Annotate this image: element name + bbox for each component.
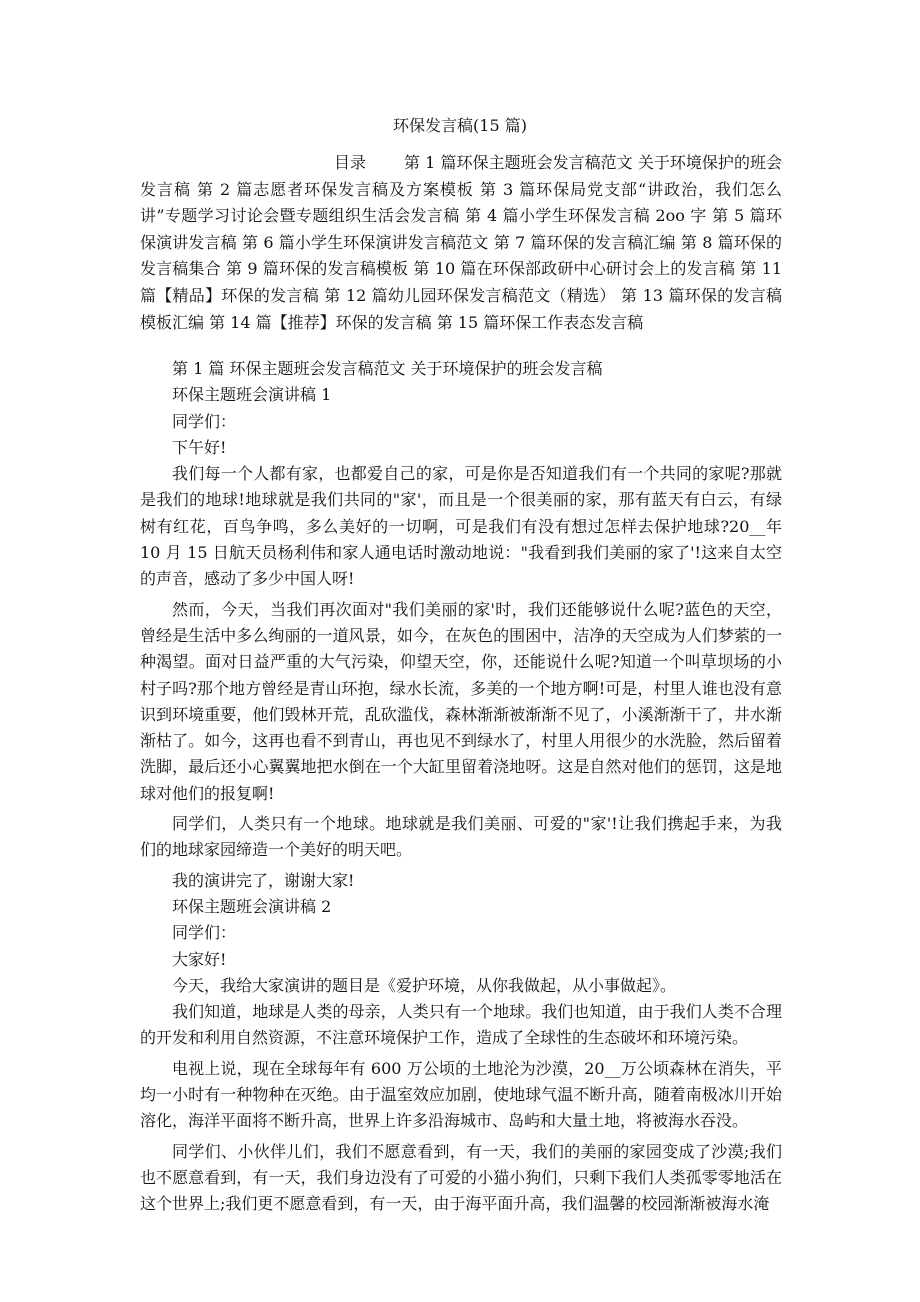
paragraph: 今天，我给大家演讲的题目是《爱护环境，从你我做起，从小事做起》。 xyxy=(172,975,677,995)
greeting: 下午好! xyxy=(172,437,227,457)
paragraph: 电视上说，现在全球每年有 600 万公顷的土地沦为沙漠，20__万公顷森林在消失，平均一小时有一种物种在灭绝。由于温室效应加剧，使地球气温不断升高，随着南极冰川开始溶化，海洋平面将不断升高，世界上许多沿海城市、岛屿和大量土地，将被海水吞没。 xyxy=(140,1058,782,1131)
paragraph: 我们每一个人都有家，也都爱自己的家，可是你是否知道我们有一个共同的家呢?那就是我们的地球!地球就是我们共同的"家'，而且是一个很美丽的家，那有蓝天有白云，有绿树有红花，百鸟争鸣，多么美好的一切啊，可是我们有没有想过怎样去保护地球?20__年 10 月 15 日航天员杨利伟和家人通电话时激动地说："我看到我们美丽的家了'!这来自太空的声音，感动了多少中国人呀! xyxy=(140,464,782,589)
toc-label: 目录 xyxy=(334,153,367,172)
paragraph: 同学们，人类只有一个地球。地球就是我们美丽、可爱的"家'!让我们携起手来，为我们的地球家园缔造一个美好的明天吧。 xyxy=(140,814,782,860)
closing: 我的演讲完了，谢谢大家! xyxy=(172,870,355,890)
document-title: 环保发言稿(15 篇) xyxy=(393,116,527,135)
speech-title: 环保主题班会演讲稿 2 xyxy=(172,896,332,916)
table-of-contents xyxy=(140,150,782,336)
section-heading: 第 1 篇 环保主题班会发言稿范文 关于环境保护的班会发言稿 xyxy=(172,359,603,378)
greeting: 大家好! xyxy=(172,949,227,969)
speech-title: 环保主题班会演讲稿 1 xyxy=(172,385,332,405)
paragraph: 然而，今天，当我们再次面对"我们美丽的家'时，我们还能够说什么呢?蓝色的天空，曾经是生活中多么绚丽的一道风景，如今，在灰色的围困中，洁净的天空成为人们梦萦的一种渴望。面对日益严重的大气污染，仰望天空，你，还能说什么呢?知道一个叫草坝场的小村子吗?那个地方曾经是青山环抱，绿水长流，多美的一个地方啊!可是，村里人谁也没有意识到环境重要，他们毁林开荒，乱砍滥伐，森林渐渐被渐渐不见了，小溪渐渐干了，井水渐渐枯了。如今，这再也看不到青山，再也见不到绿水了，村里人用很少的水洗脸，然后留着洗脚，最后还小心翼翼地把水倒在一个大缸里留着浇地呀。这是自然对他们的惩罚，这是地球对他们的报复啊! xyxy=(140,599,782,803)
salutation: 同学们： xyxy=(172,923,237,943)
document-body xyxy=(140,356,782,1218)
paragraph: 同学们、小伙伴儿们，我们不愿意看到，有一天，我们的美丽的家园变成了沙漠;我们也不愿意看到，有一天，我们身边没有了可爱的小猫小狗们，只剩下我们人类孤零零地活在这个世界上;我们更不愿意看到，有一天，由于海平面升高，我们温馨的校园渐渐被海水淹 xyxy=(140,1141,782,1214)
toc-text: 第 1 篇环保主题班会发言稿范文 关于环境保护的班会发言稿 第 2 篇志愿者环保发言稿及方案模板 第 3 篇环保局党支部“讲政治，我们怎么讲”专题学习讨论会暨专题组织生活会发言稿 第 4 篇小学生环保发言稿 2oo 字 第 5 篇环保演讲发言稿 第 6 篇小学生环保演讲发言稿范文 第 7 篇环保的发言稿汇编 第 8 篇环保的发言稿集合 第 9 篇环保的发言稿模板 第 10 篇在环保部政研中心研讨会上的发言稿 第 11 篇【精品】环保的发言稿 第 12 篇幼儿园环保发言稿范文（精选） 第 13 篇环保的发言稿模板汇编 第 14 篇【推荐】环保的发言稿 第 15 篇环保工作表态发言稿 xyxy=(140,153,782,332)
salutation: 同学们： xyxy=(172,411,237,431)
paragraph: 我们知道，地球是人类的母亲，人类只有一个地球。我们也知道，由于我们人类不合理的开发和利用自然资源，不注意环境保护工作，造成了全球性的生态破坏和环境污染。 xyxy=(140,1002,782,1048)
